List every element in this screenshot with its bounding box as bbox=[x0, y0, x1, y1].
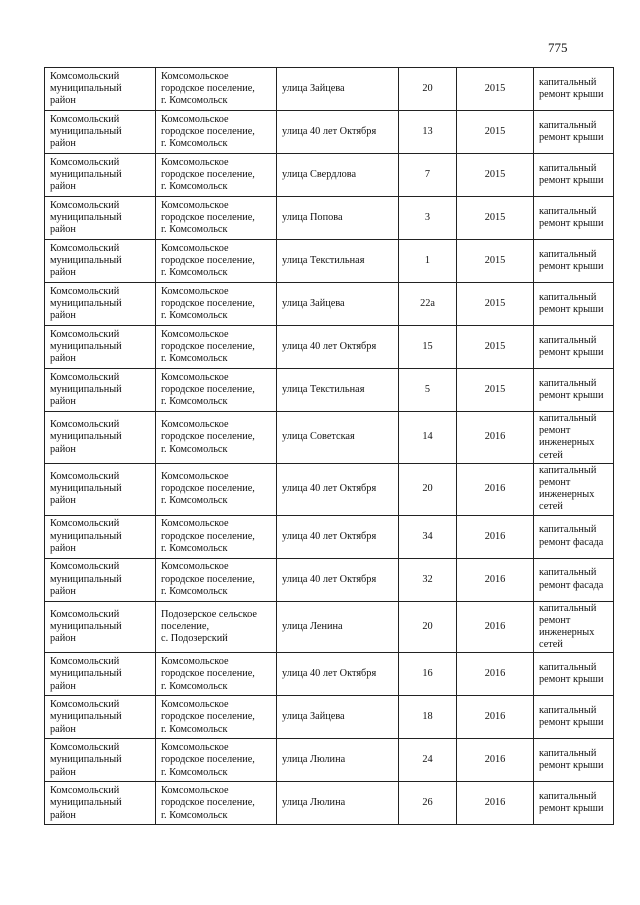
table-row bbox=[45, 463, 614, 515]
cell-street: улица 40 лет Октября bbox=[277, 653, 399, 696]
table-row bbox=[45, 326, 614, 369]
cell-work-type: капитальный ремонт инженерных сетей bbox=[534, 412, 614, 464]
cell-house-number: 26 bbox=[399, 782, 457, 825]
cell-district: Комсомольский муниципальный район bbox=[45, 197, 156, 240]
page-number: 775 bbox=[548, 40, 568, 55]
cell-year: 2015 bbox=[457, 240, 534, 283]
cell-year: 2016 bbox=[457, 696, 534, 739]
cell-year: 2016 bbox=[457, 601, 534, 653]
cell-district: Комсомольский муниципальный район bbox=[45, 782, 156, 825]
cell-year: 2015 bbox=[457, 326, 534, 369]
table-row bbox=[45, 653, 614, 696]
cell-settlement: Комсомольское городское поселение, г. Комсомольск bbox=[156, 369, 277, 412]
cell-year: 2016 bbox=[457, 653, 534, 696]
cell-street: улица Ленина bbox=[277, 601, 399, 653]
cell-house-number: 5 bbox=[399, 369, 457, 412]
cell-year: 2015 bbox=[457, 111, 534, 154]
cell-year: 2016 bbox=[457, 558, 534, 601]
cell-year: 2015 bbox=[457, 369, 534, 412]
table-row bbox=[45, 283, 614, 326]
cell-settlement: Комсомольское городское поселение, г. Комсомольск bbox=[156, 412, 277, 464]
cell-house-number: 7 bbox=[399, 154, 457, 197]
cell-district: Комсомольский муниципальный район bbox=[45, 653, 156, 696]
cell-house-number: 14 bbox=[399, 412, 457, 464]
cell-house-number: 24 bbox=[399, 739, 457, 782]
cell-street: улица Зайцева bbox=[277, 696, 399, 739]
cell-street: улица Советская bbox=[277, 412, 399, 464]
housing-repair-table bbox=[44, 67, 614, 825]
cell-house-number: 3 bbox=[399, 197, 457, 240]
cell-house-number: 20 bbox=[399, 463, 457, 515]
cell-settlement: Подозерское сельское поселение, с. Подозерский bbox=[156, 601, 277, 653]
cell-work-type: капитальный ремонт инженерных сетей bbox=[534, 463, 614, 515]
cell-work-type: капитальный ремонт крыши bbox=[534, 240, 614, 283]
table-row bbox=[45, 111, 614, 154]
cell-work-type: капитальный ремонт крыши bbox=[534, 326, 614, 369]
cell-house-number: 22а bbox=[399, 283, 457, 326]
cell-work-type: капитальный ремонт инженерных сетей bbox=[534, 601, 614, 653]
cell-work-type: капитальный ремонт крыши bbox=[534, 369, 614, 412]
table-row bbox=[45, 515, 614, 558]
cell-year: 2015 bbox=[457, 197, 534, 240]
cell-street: улица 40 лет Октября bbox=[277, 463, 399, 515]
cell-settlement: Комсомольское городское поселение, г. Комсомольск bbox=[156, 696, 277, 739]
cell-street: улица Свердлова bbox=[277, 154, 399, 197]
cell-settlement: Комсомольское городское поселение, г. Комсомольск bbox=[156, 154, 277, 197]
cell-year: 2016 bbox=[457, 515, 534, 558]
cell-district: Комсомольский муниципальный район bbox=[45, 68, 156, 111]
cell-district: Комсомольский муниципальный район bbox=[45, 463, 156, 515]
cell-settlement: Комсомольское городское поселение, г. Комсомольск bbox=[156, 283, 277, 326]
cell-work-type: капитальный ремонт крыши bbox=[534, 68, 614, 111]
table-row bbox=[45, 696, 614, 739]
cell-house-number: 34 bbox=[399, 515, 457, 558]
cell-work-type: капитальный ремонт крыши bbox=[534, 154, 614, 197]
cell-house-number: 32 bbox=[399, 558, 457, 601]
cell-work-type: капитальный ремонт крыши bbox=[534, 283, 614, 326]
cell-street: улица 40 лет Октября bbox=[277, 558, 399, 601]
cell-work-type: капитальный ремонт крыши bbox=[534, 739, 614, 782]
table-row bbox=[45, 154, 614, 197]
cell-district: Комсомольский муниципальный район bbox=[45, 369, 156, 412]
cell-district: Комсомольский муниципальный район bbox=[45, 515, 156, 558]
cell-district: Комсомольский муниципальный район bbox=[45, 111, 156, 154]
cell-street: улица Текстильная bbox=[277, 369, 399, 412]
table-row bbox=[45, 369, 614, 412]
cell-work-type: капитальный ремонт крыши bbox=[534, 782, 614, 825]
cell-year: 2015 bbox=[457, 283, 534, 326]
cell-street: улица 40 лет Октября bbox=[277, 326, 399, 369]
cell-street: улица 40 лет Октября bbox=[277, 515, 399, 558]
table-row bbox=[45, 558, 614, 601]
cell-district: Комсомольский муниципальный район bbox=[45, 326, 156, 369]
cell-settlement: Комсомольское городское поселение, г. Комсомольск bbox=[156, 515, 277, 558]
cell-year: 2015 bbox=[457, 68, 534, 111]
cell-house-number: 1 bbox=[399, 240, 457, 283]
cell-house-number: 16 bbox=[399, 653, 457, 696]
cell-settlement: Комсомольское городское поселение, г. Комсомольск bbox=[156, 558, 277, 601]
cell-street: улица Люлина bbox=[277, 739, 399, 782]
cell-house-number: 18 bbox=[399, 696, 457, 739]
cell-work-type: капитальный ремонт фасада bbox=[534, 558, 614, 601]
cell-street: улица Зайцева bbox=[277, 68, 399, 111]
cell-settlement: Комсомольское городское поселение, г. Комсомольск bbox=[156, 68, 277, 111]
cell-street: улица Люлина bbox=[277, 782, 399, 825]
cell-settlement: Комсомольское городское поселение, г. Комсомольск bbox=[156, 111, 277, 154]
cell-street: улица Попова bbox=[277, 197, 399, 240]
cell-work-type: капитальный ремонт крыши bbox=[534, 197, 614, 240]
cell-house-number: 20 bbox=[399, 68, 457, 111]
cell-house-number: 13 bbox=[399, 111, 457, 154]
cell-work-type: капитальный ремонт крыши bbox=[534, 111, 614, 154]
cell-settlement: Комсомольское городское поселение, г. Комсомольск bbox=[156, 240, 277, 283]
cell-work-type: капитальный ремонт крыши bbox=[534, 696, 614, 739]
cell-settlement: Комсомольское городское поселение, г. Комсомольск bbox=[156, 782, 277, 825]
cell-district: Комсомольский муниципальный район bbox=[45, 601, 156, 653]
cell-year: 2016 bbox=[457, 463, 534, 515]
cell-district: Комсомольский муниципальный район bbox=[45, 696, 156, 739]
cell-street: улица Зайцева bbox=[277, 283, 399, 326]
table-row bbox=[45, 197, 614, 240]
table-row bbox=[45, 782, 614, 825]
cell-year: 2015 bbox=[457, 154, 534, 197]
cell-settlement: Комсомольское городское поселение, г. Комсомольск bbox=[156, 463, 277, 515]
cell-district: Комсомольский муниципальный район bbox=[45, 412, 156, 464]
cell-district: Комсомольский муниципальный район bbox=[45, 283, 156, 326]
table-body bbox=[45, 68, 614, 825]
cell-year: 2016 bbox=[457, 782, 534, 825]
cell-street: улица 40 лет Октября bbox=[277, 111, 399, 154]
cell-house-number: 20 bbox=[399, 601, 457, 653]
cell-district: Комсомольский муниципальный район bbox=[45, 154, 156, 197]
cell-district: Комсомольский муниципальный район bbox=[45, 240, 156, 283]
cell-work-type: капитальный ремонт крыши bbox=[534, 653, 614, 696]
cell-street: улица Текстильная bbox=[277, 240, 399, 283]
table-row bbox=[45, 739, 614, 782]
cell-work-type: капитальный ремонт фасада bbox=[534, 515, 614, 558]
cell-year: 2016 bbox=[457, 739, 534, 782]
table-row bbox=[45, 412, 614, 464]
cell-district: Комсомольский муниципальный район bbox=[45, 739, 156, 782]
table-row bbox=[45, 601, 614, 653]
table-row bbox=[45, 240, 614, 283]
cell-settlement: Комсомольское городское поселение, г. Комсомольск bbox=[156, 653, 277, 696]
cell-settlement: Комсомольское городское поселение, г. Комсомольск bbox=[156, 739, 277, 782]
cell-year: 2016 bbox=[457, 412, 534, 464]
cell-settlement: Комсомольское городское поселение, г. Комсомольск bbox=[156, 326, 277, 369]
cell-settlement: Комсомольское городское поселение, г. Комсомольск bbox=[156, 197, 277, 240]
cell-district: Комсомольский муниципальный район bbox=[45, 558, 156, 601]
table-row bbox=[45, 68, 614, 111]
cell-house-number: 15 bbox=[399, 326, 457, 369]
